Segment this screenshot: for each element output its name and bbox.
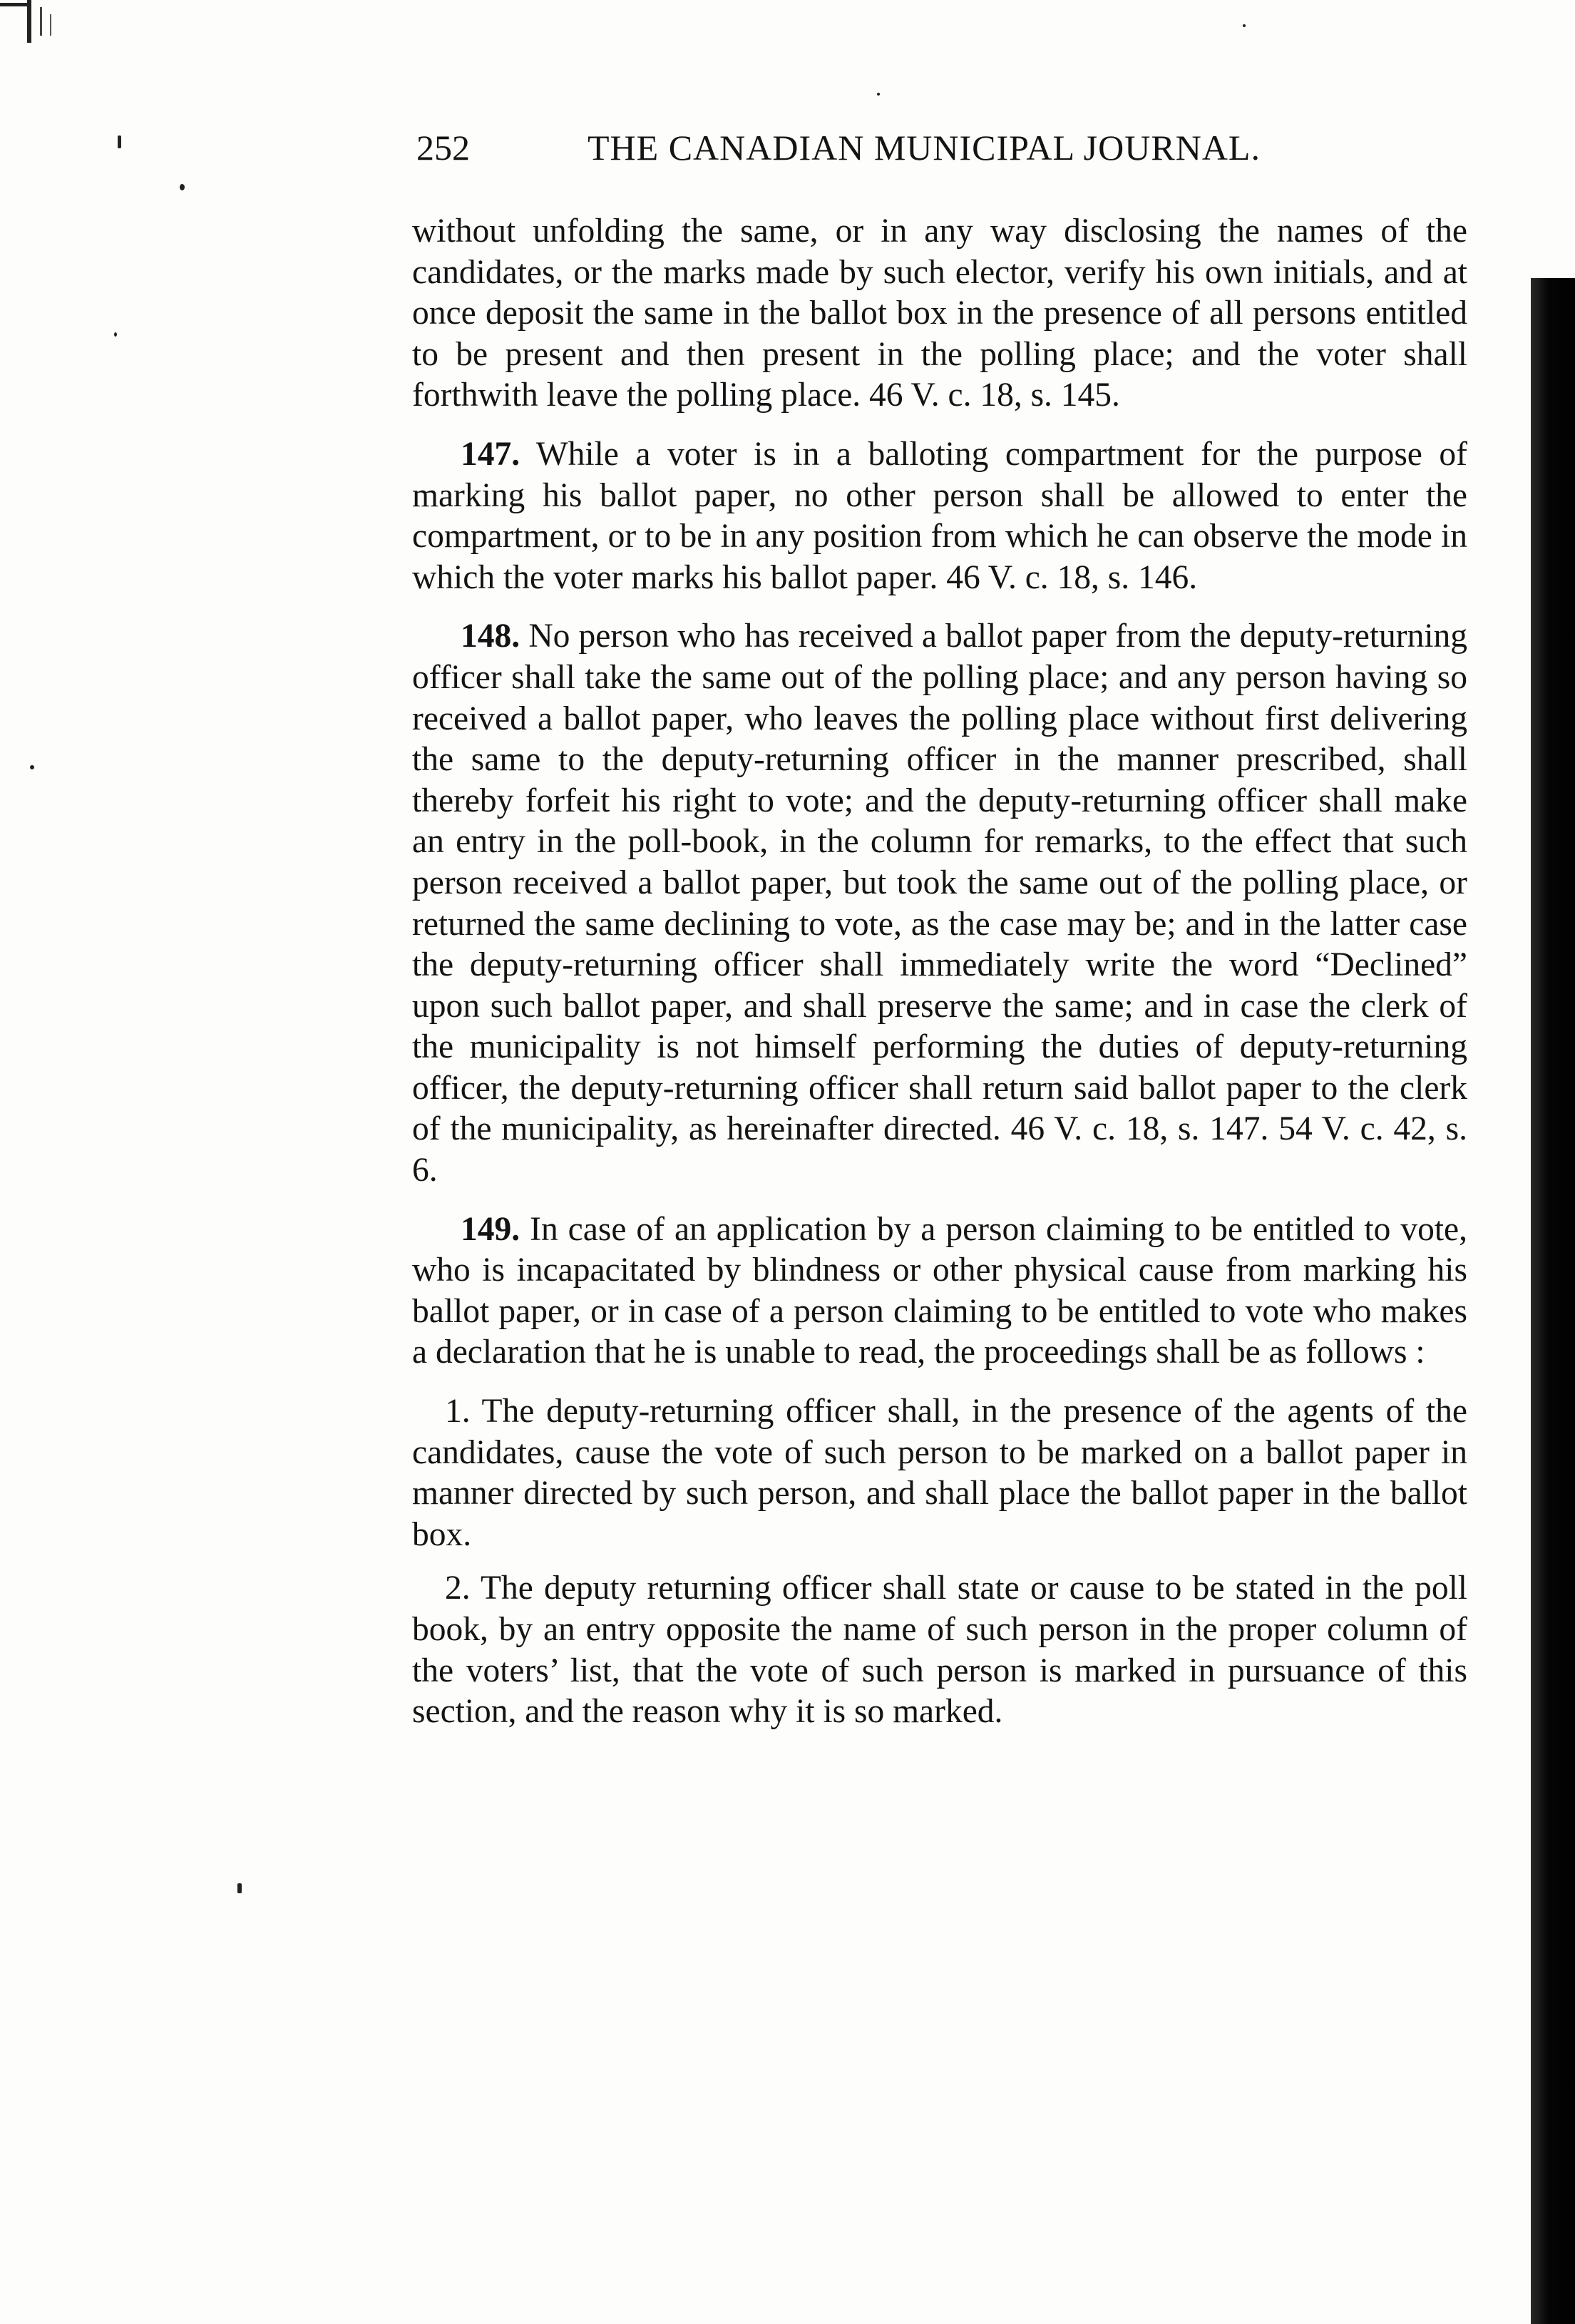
section-number: 149. bbox=[461, 1210, 520, 1248]
scan-speck bbox=[114, 332, 117, 337]
subsection-2 bbox=[412, 1568, 1467, 1732]
subsection-text: The deputy-returning officer shall, in the presence of the agents of the candidates, cause the vote of such person to be marked on a ballot paper in manner directed by such person, and shall place the ballot paper in the ballot box. bbox=[412, 1393, 1467, 1553]
scan-speck bbox=[30, 765, 34, 769]
subsection-1 bbox=[412, 1391, 1467, 1555]
section-number: 147. bbox=[461, 435, 520, 473]
subsection-number: 2. bbox=[445, 1570, 471, 1607]
scan-speck bbox=[237, 1883, 242, 1893]
section-text: No person who has received a ballot paper from the deputy-returning officer shall take the same out of the polling place; and any person having so received a ballot paper, who leaves the polling place without first delivering the same to the deputy-returning officer in the manner prescribed, shall thereby forfeit his right to vote; and the deputy-returning officer shall make an entry in the poll-book, in the column for remarks, to the effect that such person received a ballot paper, but took the same out of the polling place, or returned the same declining to vote, as the case may be; and in the latter case the deputy-returning officer shall immediately write the word “Declined” upon such ballot paper, and shall preserve the same; and in case the clerk of the municipality is not himself performing the duties of deputy-returning officer, the deputy-returning officer shall return said ballot paper to the clerk of the municipality, as hereinafter directed. 46 V. c. 18, s. 147. 54 V. c. 42, s. 6. bbox=[412, 618, 1468, 1189]
section-text: While a voter is in a balloting compartment for the purpose of marking his ballot paper, no other person shall be allowed to enter the compartment, or to be in any position from which he can observe the mode in which the voter marks his ballot paper. 46 V. c. 18, s. 146. bbox=[412, 435, 1467, 596]
subsection-text: The deputy returning officer shall state or cause to be stated in the poll book, by an entry opposite the name of such person in the proper column of the voters’ list, that the vote of such person is marked in pursuance of this section, and the reason why it is so marked. bbox=[412, 1570, 1467, 1731]
journal-title: THE CANADIAN MUNICIPAL JOURNAL. bbox=[588, 128, 1261, 168]
section-number: 148. bbox=[461, 618, 520, 655]
scan-speck bbox=[877, 93, 880, 96]
section-148 bbox=[412, 616, 1467, 1191]
page-edge-mark bbox=[0, 0, 86, 50]
subsection-number: 1. bbox=[445, 1393, 471, 1430]
continued-paragraph: without unfolding the same, or in any way disclosing the names of the candidates, or the marks made by such elector, verify his own initials, and at once deposit the same in the ballot box in the presence of all persons entitled to be present and then present in the polling place; and the voter shall forthwith leave the polling place. 46 V. c. 18, s. 145. bbox=[412, 213, 1467, 414]
scan-edge-shadow bbox=[1531, 278, 1575, 2324]
section-147 bbox=[412, 434, 1467, 598]
scan-speck bbox=[180, 184, 185, 190]
scan-speck bbox=[118, 135, 121, 148]
scan-speck bbox=[1243, 24, 1246, 27]
section-149 bbox=[412, 1209, 1467, 1373]
section-text: In case of an application by a person claiming to be entitled to vote, who is incapacitated by blindness or other physical cause from marking his ballot paper, or in case of a person claiming to be entitled to vote who makes a declaration that he is unable to read, the proceedings shall be as follows : bbox=[412, 1210, 1468, 1371]
running-header bbox=[416, 127, 1472, 177]
document-body bbox=[412, 211, 1467, 1746]
page-number: 252 bbox=[416, 128, 470, 168]
